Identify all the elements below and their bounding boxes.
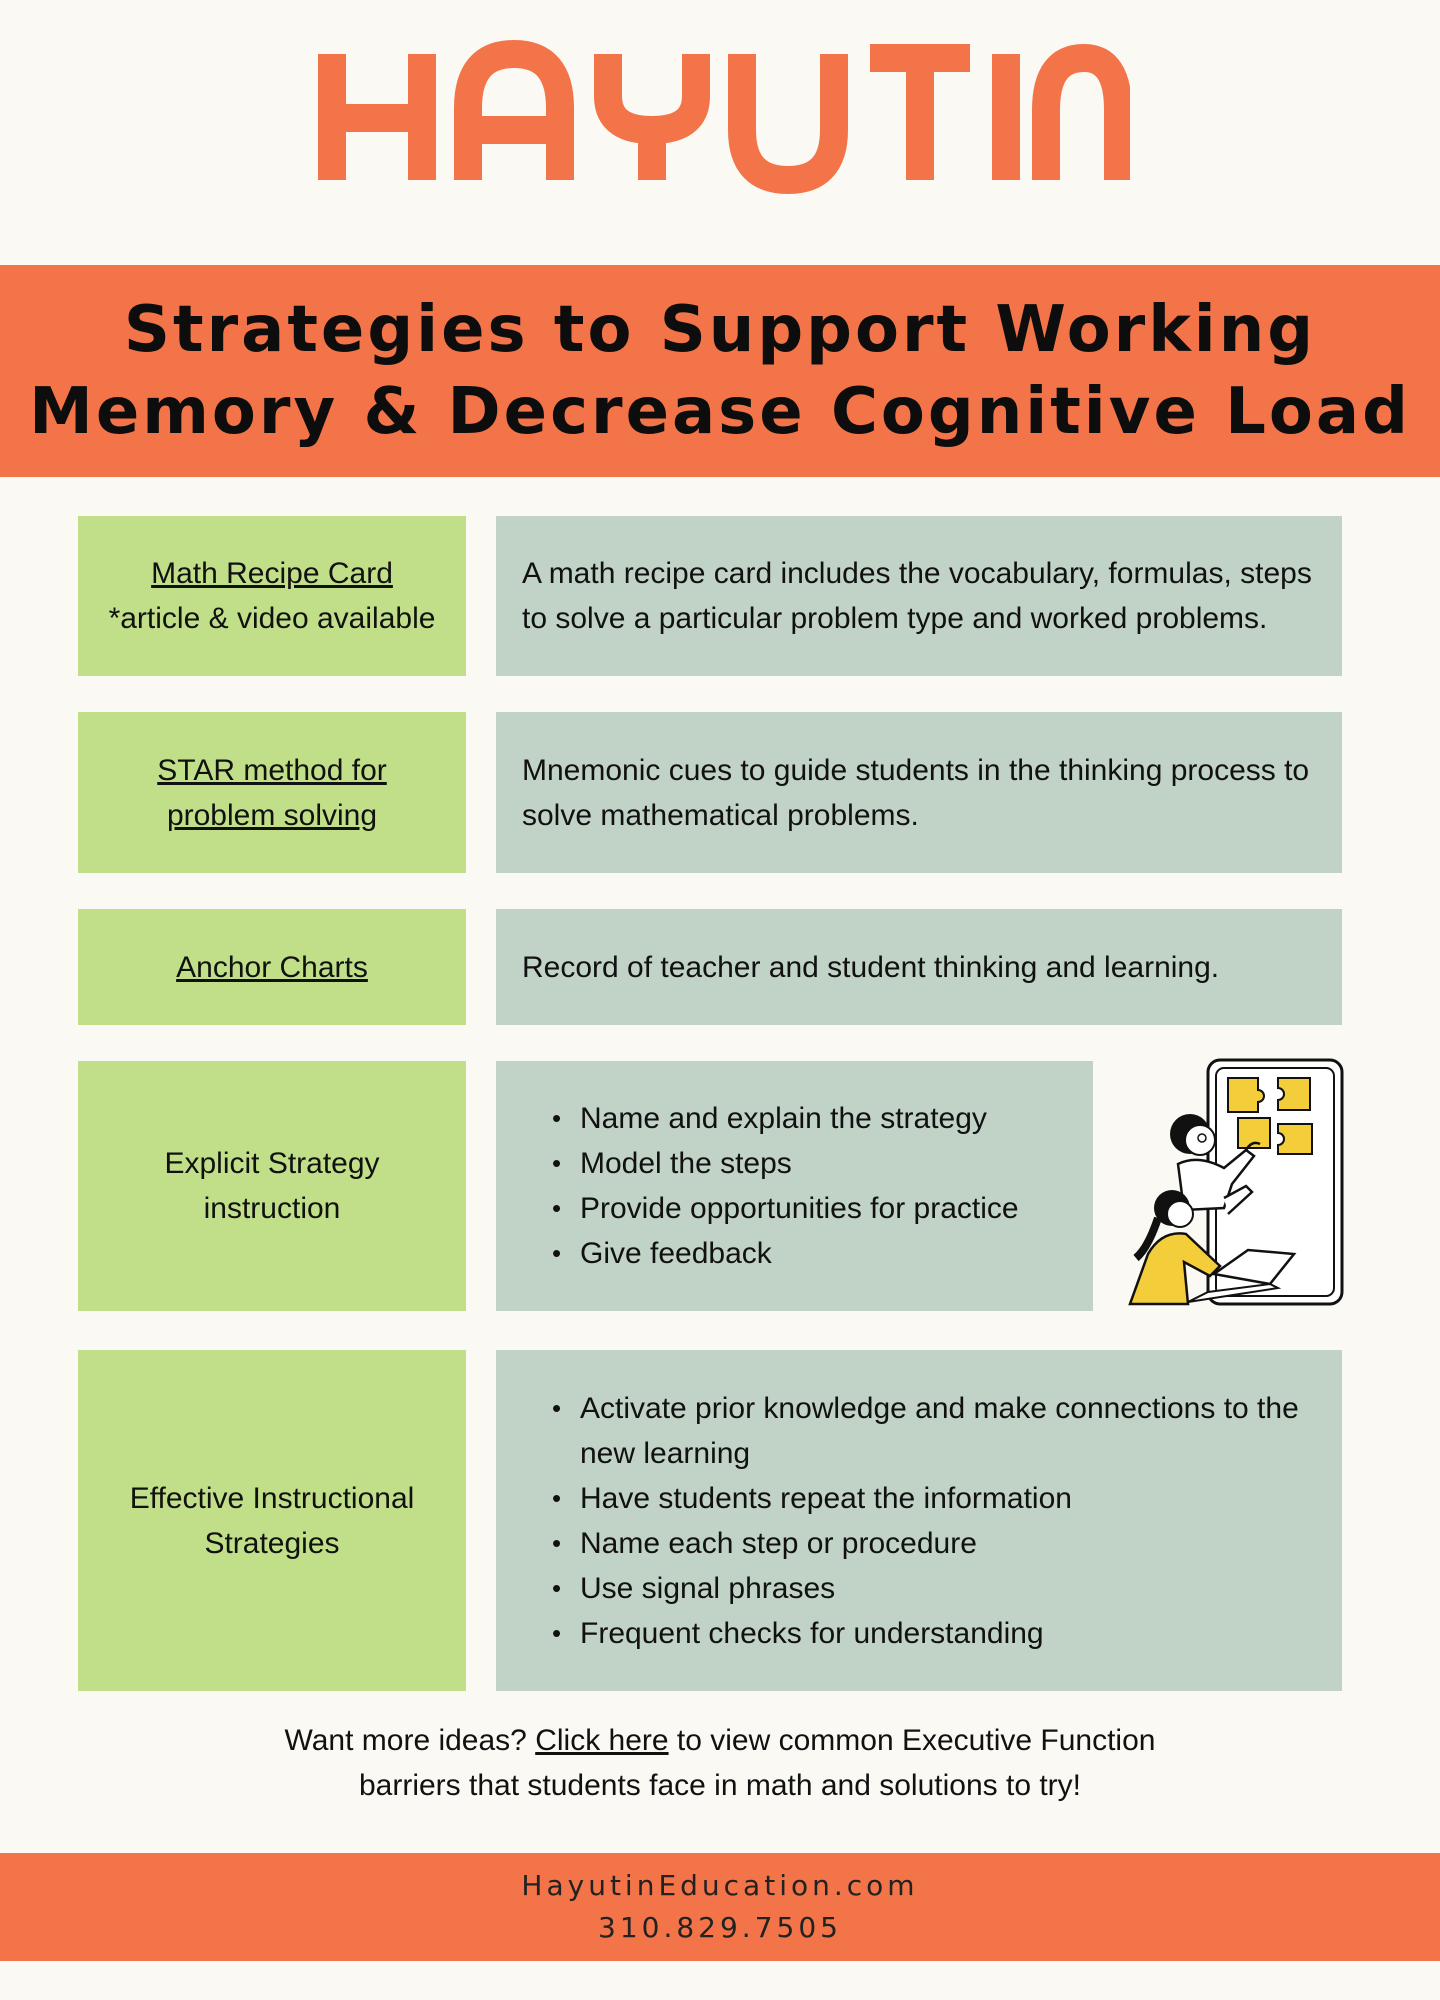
- phone-text: 310.829.7505: [598, 1911, 842, 1944]
- bullet-text: Activate prior knowledge and make connections to the: [580, 1391, 1299, 1425]
- title-banner: [0, 265, 1440, 477]
- bullet-list: [522, 1096, 1067, 1276]
- strategy-row-math-recipe-card: [78, 516, 1342, 676]
- description-line: to solve a particular problem type and worked problems.: [522, 602, 1268, 635]
- strategy-label: [78, 1061, 466, 1311]
- bullet-item: • Give feedback: [552, 1231, 1067, 1276]
- page-title-line-2: Memory & Decrease Cognitive Load: [29, 375, 1411, 449]
- brand-logo-wordmark: [310, 30, 1130, 200]
- bullet-item: • Name each step or procedure: [552, 1521, 1316, 1566]
- strategy-description: [496, 1350, 1342, 1691]
- puzzle-board-icon: [1128, 1058, 1348, 1308]
- bullet-list: [522, 1386, 1316, 1656]
- strategy-note: *article & video available: [108, 602, 436, 635]
- description-line: solve mathematical problems.: [522, 798, 919, 832]
- bullet-text-continuation: new learning: [580, 1436, 751, 1470]
- strategy-label-line: Effective Instructional: [129, 1481, 415, 1515]
- strategy-label: [78, 1350, 466, 1691]
- description-line: Record of teacher and student thinking and learning.: [522, 950, 1220, 984]
- bullet-item: • Use signal phrases: [552, 1566, 1316, 1611]
- brand-logo: [0, 30, 1440, 230]
- strategy-description: [496, 909, 1342, 1025]
- more-ideas-suffix: to view common Executive Function: [668, 1724, 1156, 1757]
- description-line: A math recipe card includes the vocabulary, formulas, steps: [522, 557, 1312, 590]
- strategy-label-line: instruction: [203, 1192, 341, 1225]
- more-ideas-line-2: barriers that students face in math and solutions to try!: [358, 1769, 1082, 1802]
- strategy-label: [78, 909, 466, 1025]
- page-title-line-1: Strategies to Support Working: [123, 293, 1317, 367]
- bullet-item: • Provide opportunities for practice: [552, 1186, 1067, 1231]
- bullet-item: • Model the steps: [552, 1141, 1067, 1186]
- strategy-description: [496, 1061, 1093, 1311]
- strategy-label: [78, 516, 466, 676]
- click-here-link[interactable]: Click here: [535, 1724, 669, 1757]
- more-ideas-prefix: Want more ideas?: [284, 1724, 536, 1757]
- strategy-label-line: Explicit Strategy: [164, 1147, 380, 1180]
- strategy-row-effective-instructional: [78, 1350, 1342, 1691]
- website-text: HayutinEducation.com: [521, 1869, 919, 1902]
- bullet-item: [552, 1386, 1316, 1476]
- contact-footer: [0, 1853, 1440, 1961]
- star-method-link-line-2[interactable]: problem solving: [166, 798, 378, 832]
- strategy-label-line: Strategies: [204, 1526, 340, 1560]
- math-recipe-card-link[interactable]: Math Recipe Card: [151, 557, 393, 590]
- bullet-item: • Name and explain the strategy: [552, 1096, 1067, 1141]
- bullet-item: • Frequent checks for understanding: [552, 1611, 1316, 1656]
- bullet-item: • Have students repeat the information: [552, 1476, 1316, 1521]
- star-method-link-line-1[interactable]: STAR method for: [157, 753, 387, 787]
- more-ideas-note: [0, 1718, 1440, 1808]
- strategy-row-anchor-charts: [78, 909, 1342, 1025]
- brand-logo-text: [0, 200, 1, 201]
- teacher-student-puzzle-illustration: [1128, 1058, 1348, 1308]
- strategy-description: [496, 516, 1342, 676]
- anchor-charts-link[interactable]: Anchor Charts: [176, 950, 368, 984]
- more-ideas-line-1: [0, 1718, 1440, 1763]
- description-line: Mnemonic cues to guide students in the thinking process to: [522, 753, 1310, 787]
- strategy-row-star-method: [78, 712, 1342, 873]
- strategy-label: [78, 712, 466, 873]
- strategy-description: [496, 712, 1342, 873]
